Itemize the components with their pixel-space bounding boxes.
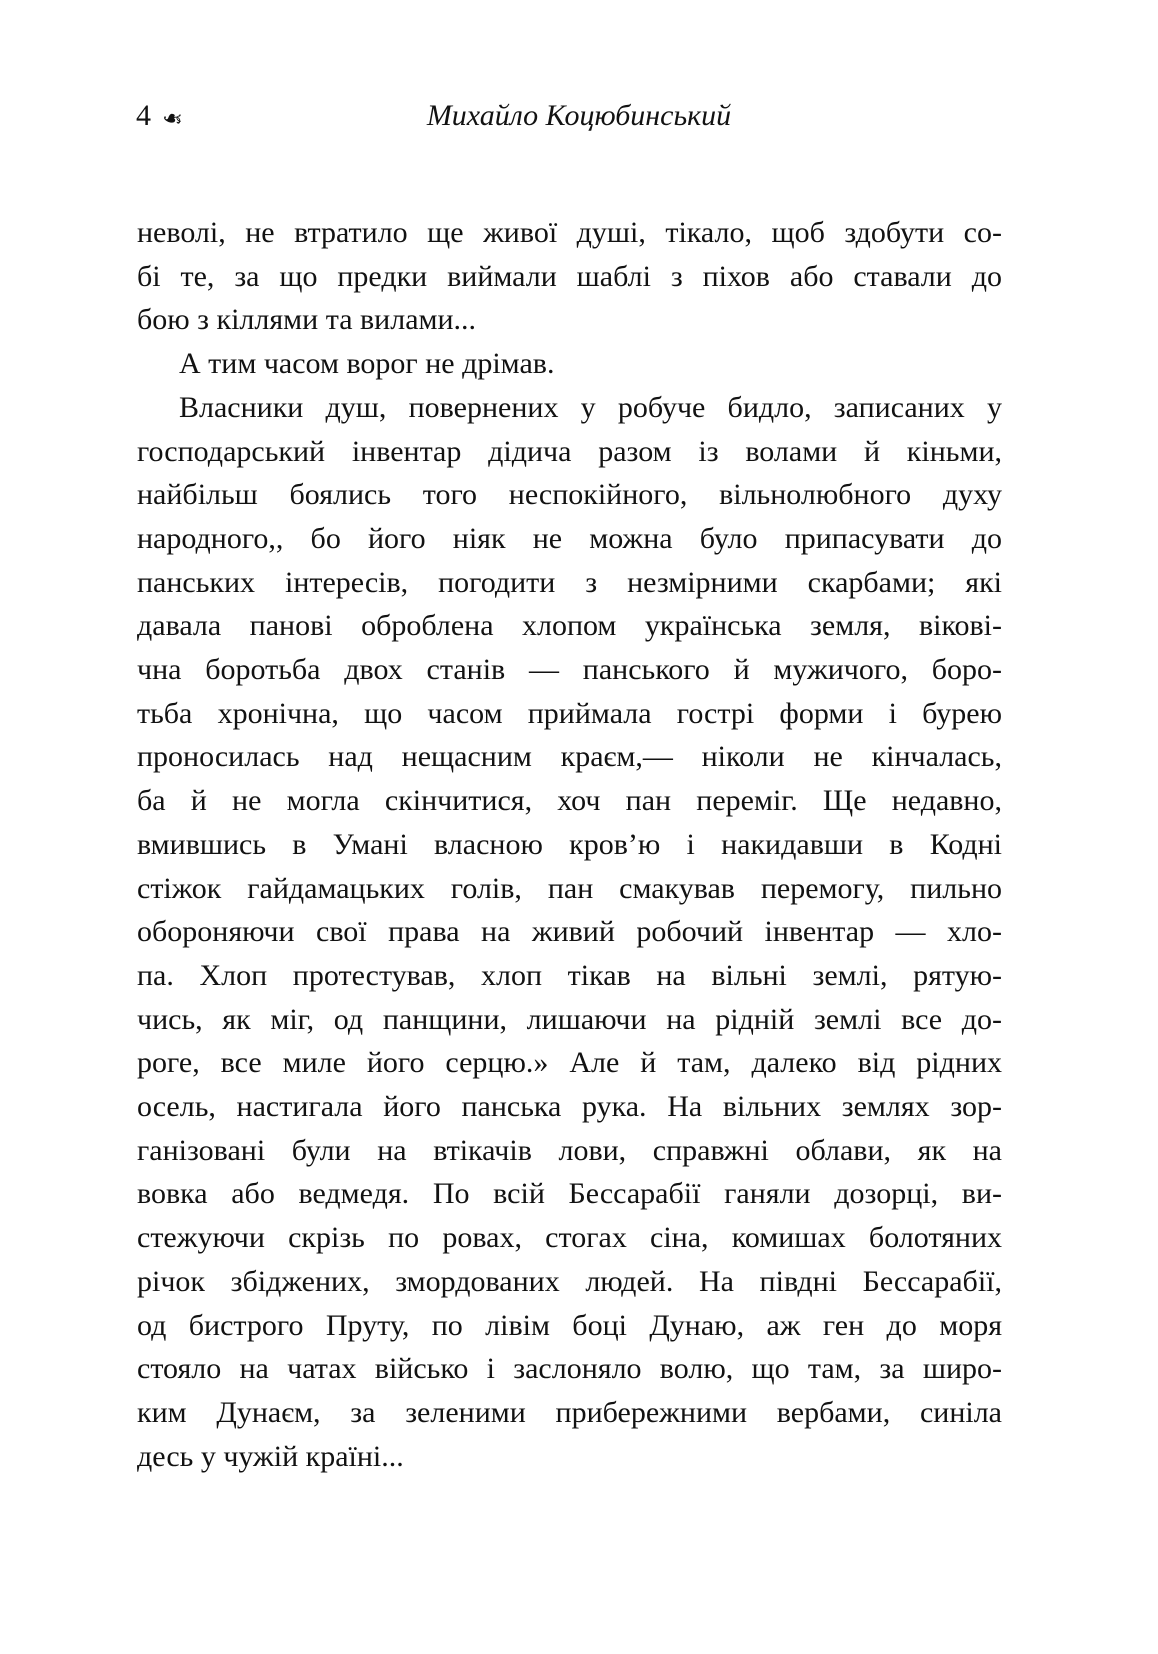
text-line: чна боротьба двох станів — панського й мужичого, боро-	[137, 653, 1002, 687]
text-line: вовка або ведмедя. По всій Бессарабії ганяли дозорці, ви-	[137, 1177, 1002, 1211]
paragraph	[137, 342, 1002, 386]
text-line: Власники душ, повернених у робуче бидло, записаних у	[179, 390, 1002, 424]
text-line: бі те, за що предки виймали шаблі з піхов або ставали до	[137, 259, 1002, 293]
text-line: панських інтересів, погодити з незмірними скарбами; які	[137, 565, 1002, 599]
text-line: проносилась над нещасним краєм,— ніколи не кінчалась,	[137, 740, 1002, 774]
text-line: осель, настигала його панська рука. На вільних землях зор-	[137, 1090, 1002, 1124]
text-line: тьба хронічна, що часом приймала гострі форми і бурею	[137, 696, 1002, 730]
text-line: ганізовані були на втікачів лови, справжні облави, як на	[137, 1133, 1002, 1167]
paragraph	[137, 211, 1002, 342]
text-line: бою з кіллями та вилами...	[137, 303, 477, 337]
text-line: ким Дунаєм, за зеленими прибережними вербами, синіла	[137, 1395, 1002, 1429]
running-header: Михайло Коцюбинський	[426, 99, 732, 132]
fleuron-icon: ❧	[159, 102, 185, 135]
text-line: А тим часом ворог не дрімав.	[179, 347, 555, 381]
text-line: неволі, не втратило ще живої душі, тікало, щоб здобути со-	[137, 216, 1002, 249]
text-line: стежуючи скрізь по ровах, стогах сіна, комишах болотяних	[137, 1221, 1002, 1255]
text-line: ба й не могла скінчитися, хоч пан переміг. Ще недавно,	[137, 784, 1002, 818]
paragraph	[137, 386, 1002, 1479]
text-line: народного,, бо його ніяк не можна було припасувати до	[137, 521, 1002, 555]
text-line: па. Хлоп протестував, хлоп тікав на вільні землі, рятую-	[137, 958, 1002, 992]
page-number: 4	[136, 99, 152, 132]
text-line: річок збіджених, змордованих людей. На півдні Бессарабії,	[137, 1264, 1002, 1298]
text-line: вмившись в Умані власною кров’ю і накидавши в Кодні	[137, 827, 1002, 861]
text-line: господарський інвентар дідича разом із волами й кіньми,	[137, 434, 1002, 468]
text-line: чись, як міг, од панщини, лишаючи на рідній землі все до-	[137, 1002, 1002, 1036]
text-line: стояло на чатах військо і заслоняло волю, що там, за широ-	[137, 1352, 1002, 1386]
text-line: найбільш боялись того неспокійного, вільнолюбного духу	[137, 478, 1002, 512]
text-line: стіжок гайдамацьких голів, пан смакував перемогу, пильно	[137, 871, 1002, 905]
text-line: од бистрого Пруту, по лівім боці Дунаю, аж ген до моря	[137, 1308, 1002, 1342]
text-line: десь у чужій країні...	[137, 1439, 404, 1473]
text-line: роге, все миле його серцю.» Але й там, далеко від рідних	[137, 1046, 1002, 1080]
text-line: обороняючи свої права на живий робочий інвентар — хло-	[137, 915, 1002, 949]
text-block	[137, 211, 1002, 1478]
text-line: давала панові оброблена хлопом українська земля, вікові-	[137, 609, 1002, 643]
